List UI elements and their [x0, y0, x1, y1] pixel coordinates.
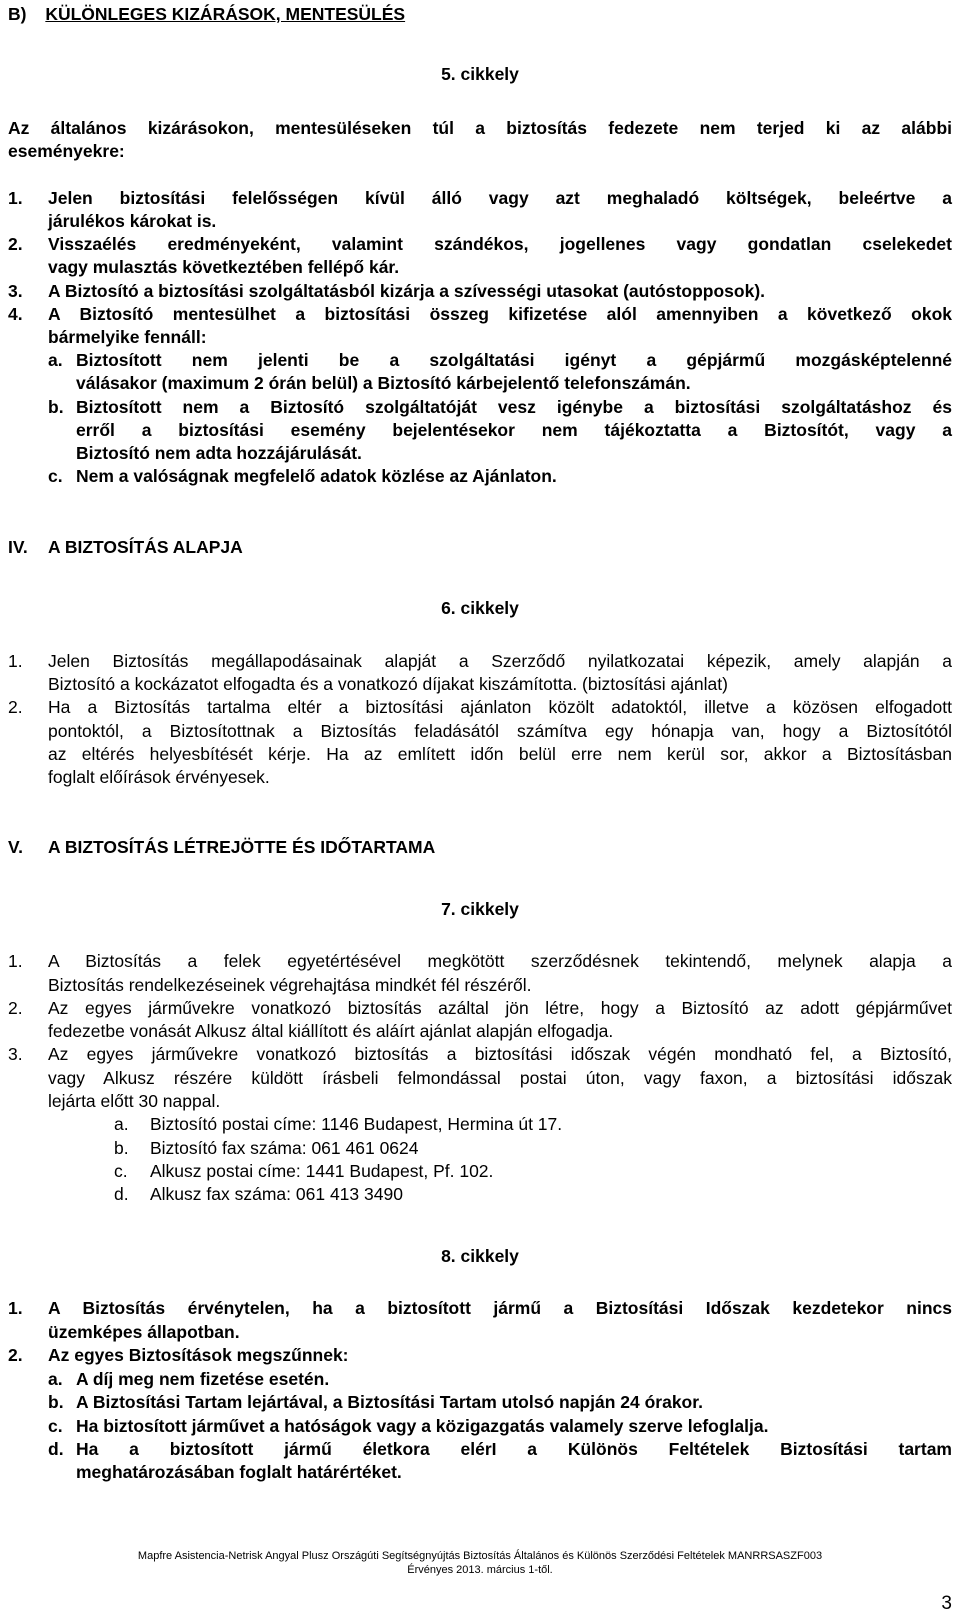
- section-iv-prefix: IV.: [8, 537, 28, 557]
- article-8-title: 8. cikkely: [441, 1246, 519, 1266]
- item-number: 2.: [8, 1345, 23, 1365]
- item-number: 1.: [8, 651, 23, 671]
- footer-validity: Érvényes 2013. március 1-től.: [407, 1564, 553, 1576]
- list-item-line: A Biztosítás a felek egyetértésével megkötött szerződésnek tekintendő, melynek alapja a: [48, 951, 952, 971]
- article-5-title: 5. cikkely: [441, 64, 519, 84]
- list-item-line: Az egyes járművekre vonatkozó biztosítás azáltal jön létre, hogy a Biztosító az adott gépjárművet: [48, 998, 952, 1018]
- subitem-letter: c.: [48, 466, 63, 486]
- contact-line: Biztosító postai címe: 1146 Budapest, Hermina út 17.: [150, 1114, 563, 1134]
- contact-letter: d.: [114, 1184, 129, 1204]
- list-item-line: fedezetbe vonását Alkusz által kiállított és aláírt ajánlat alapján elfogadja.: [48, 1021, 614, 1041]
- item-number: 1.: [8, 188, 23, 208]
- page-number: 3: [941, 1593, 952, 1614]
- list-item-line: A Biztosítási Tartam lejártával, a Biztosítási Tartam utolsó napján 24 órakor.: [76, 1392, 703, 1412]
- list-item-line: járulékos károkat is.: [48, 211, 217, 231]
- list-item-line: lejárta előtt 30 nappal.: [48, 1091, 221, 1111]
- section-iv-heading: [8, 535, 952, 559]
- list-item-line: Jelen biztosítási felelősségen kívül álló vagy azt meghaladó költségek, beleértve a: [48, 188, 952, 208]
- item-number: 2.: [8, 998, 23, 1018]
- list-item-line: Visszaélés eredményeként, valamint szándékos, jogellenes vagy gondatlan cselekedet: [48, 234, 952, 254]
- footer-title: Mapfre Asistencia-Netrisk Angyal Plusz Országúti Segítségnyújtás Biztosítás Általános és Különös Szerződési Feltételek MANRRSASZF003: [137, 1550, 823, 1562]
- section-b-intro-line-2: eseményekre:: [8, 141, 125, 161]
- list-item-line: A díj meg nem fizetése esetén.: [76, 1369, 330, 1389]
- section-b-heading: [8, 2, 952, 26]
- section-b-title: KÜLÖNLEGES KIZÁRÁSOK, MENTESÜLÉS: [45, 4, 406, 24]
- section-b-prefix: B): [8, 4, 27, 24]
- item-number: 3.: [8, 281, 23, 301]
- list-item-line: Az egyes Biztosítások megszűnnek:: [48, 1345, 349, 1365]
- list-item-line: Biztosítás rendelkezéseinek végrehajtása mindkét fél részéről.: [48, 975, 532, 995]
- contact-letter: a.: [114, 1114, 129, 1134]
- subitem-letter: b.: [48, 397, 64, 417]
- list-item-line: vagy Alkusz részére küldött írásbeli felmondással postai úton, vagy faxon, a biztosítási időszak: [48, 1068, 952, 1088]
- item-number: 1.: [8, 1298, 23, 1318]
- list-item-line: Jelen Biztosítás megállapodásainak alapját a Szerződő nyilatkozatai képezik, amely alapján a: [48, 651, 952, 671]
- subitem-letter: a.: [48, 1369, 63, 1389]
- list-item-line: A Biztosító mentesülhet a biztosítási összeg kifizetése alól amennyiben a következő okok: [48, 304, 952, 324]
- list-item-line: Ha a biztosított jármű életkora elérI a Különös Feltételek Biztosítási tartam: [76, 1439, 952, 1459]
- contact-line: Biztosító fax száma: 061 461 0624: [150, 1138, 419, 1158]
- list-item-line: Biztosító a kockázatot elfogadta és a vonatkozó díjakat kiszámította. (biztosítási ajánlat): [48, 674, 728, 694]
- list-item-line: Ha biztosított járművet a hatóságok vagy a közigazgatás valamely szerve lefoglalja.: [76, 1416, 769, 1436]
- contact-letter: b.: [114, 1138, 129, 1158]
- subitem-letter: c.: [48, 1416, 63, 1436]
- item-number: 4.: [8, 304, 23, 324]
- section-b-intro-line-1: Az általános kizárásokon, mentesüléseken túl a biztosítás fedezete nem terjed ki az alábbi: [8, 118, 952, 138]
- item-number: 2.: [8, 697, 23, 717]
- section-iv-title: A BIZTOSÍTÁS ALAPJA: [48, 537, 243, 557]
- list-item-line: meghatározásában foglalt határértéket.: [76, 1462, 402, 1482]
- subitem-letter: a.: [48, 350, 63, 370]
- list-item-line: erről a biztosítási esemény bejelentésekor nem tájékoztatta a Biztosítót, vagy a: [76, 420, 952, 440]
- subitem-letter: b.: [48, 1392, 64, 1412]
- list-item-line: Biztosító nem adta hozzájárulását.: [76, 443, 362, 463]
- article-6-title: 6. cikkely: [441, 598, 519, 618]
- section-v-heading: [8, 835, 952, 859]
- list-item-line: üzemképes állapotban.: [48, 1322, 240, 1342]
- list-item-line: Nem a valóságnak megfelelő adatok közlése az Ajánlaton.: [76, 466, 557, 486]
- section-v-prefix: V.: [8, 837, 23, 857]
- list-item-line: válásakor (maximum 2 órán belül) a Biztosító kárbejelentő telefonszámán.: [76, 373, 691, 393]
- contact-line: Alkusz fax száma: 061 413 3490: [150, 1184, 403, 1204]
- item-number: 1.: [8, 951, 23, 971]
- item-number: 3.: [8, 1044, 23, 1064]
- section-v-title: A BIZTOSÍTÁS LÉTREJÖTTE ÉS IDŐTARTAMA: [48, 837, 436, 857]
- list-item-line: Az egyes járművekre vonatkozó biztosítás a biztosítási időszak végén mondható fel, a Biztosító,: [48, 1044, 952, 1064]
- list-item-line: Ha a Biztosítás tartalma eltér a biztosítási ajánlaton közölt adatoktól, illetve a közösen elfogadott: [48, 697, 952, 717]
- list-item-line: vagy mulasztás következtében fellépő kár.: [48, 257, 400, 277]
- contact-letter: c.: [114, 1161, 128, 1181]
- contact-line: Alkusz postai címe: 1441 Budapest, Pf. 102.: [150, 1161, 494, 1181]
- article-7-title: 7. cikkely: [441, 899, 519, 919]
- list-item-line: pontoktól, a Biztosítottnak a Biztosítás feladásától számítva egy hónapja van, hogy a Biztosítótól: [48, 721, 952, 741]
- list-item-line: A Biztosítás érvénytelen, ha a biztosított jármű a Biztosítási Időszak kezdetekor nincs: [48, 1298, 952, 1318]
- list-item-line: Biztosított nem jelenti be a szolgáltatási igényt a gépjármű mozgásképtelenné: [76, 350, 952, 370]
- list-item-line: A Biztosító a biztosítási szolgáltatásból kizárja a szívességi utasokat (autóstopposok).: [48, 281, 766, 301]
- list-item-line: foglalt előírások érvényesek.: [48, 767, 270, 787]
- list-item-line: bármelyike fennáll:: [48, 327, 207, 347]
- subitem-letter: d.: [48, 1439, 64, 1459]
- item-number: 2.: [8, 234, 23, 254]
- list-item-line: Biztosított nem a Biztosító szolgáltatóját vesz igénybe a biztosítási szolgáltatáshoz és: [76, 397, 952, 417]
- list-item-line: az eltérés helyesbítését kérje. Ha az említett időn belül erre nem kerül sor, akkor a Biztosításban: [48, 744, 952, 764]
